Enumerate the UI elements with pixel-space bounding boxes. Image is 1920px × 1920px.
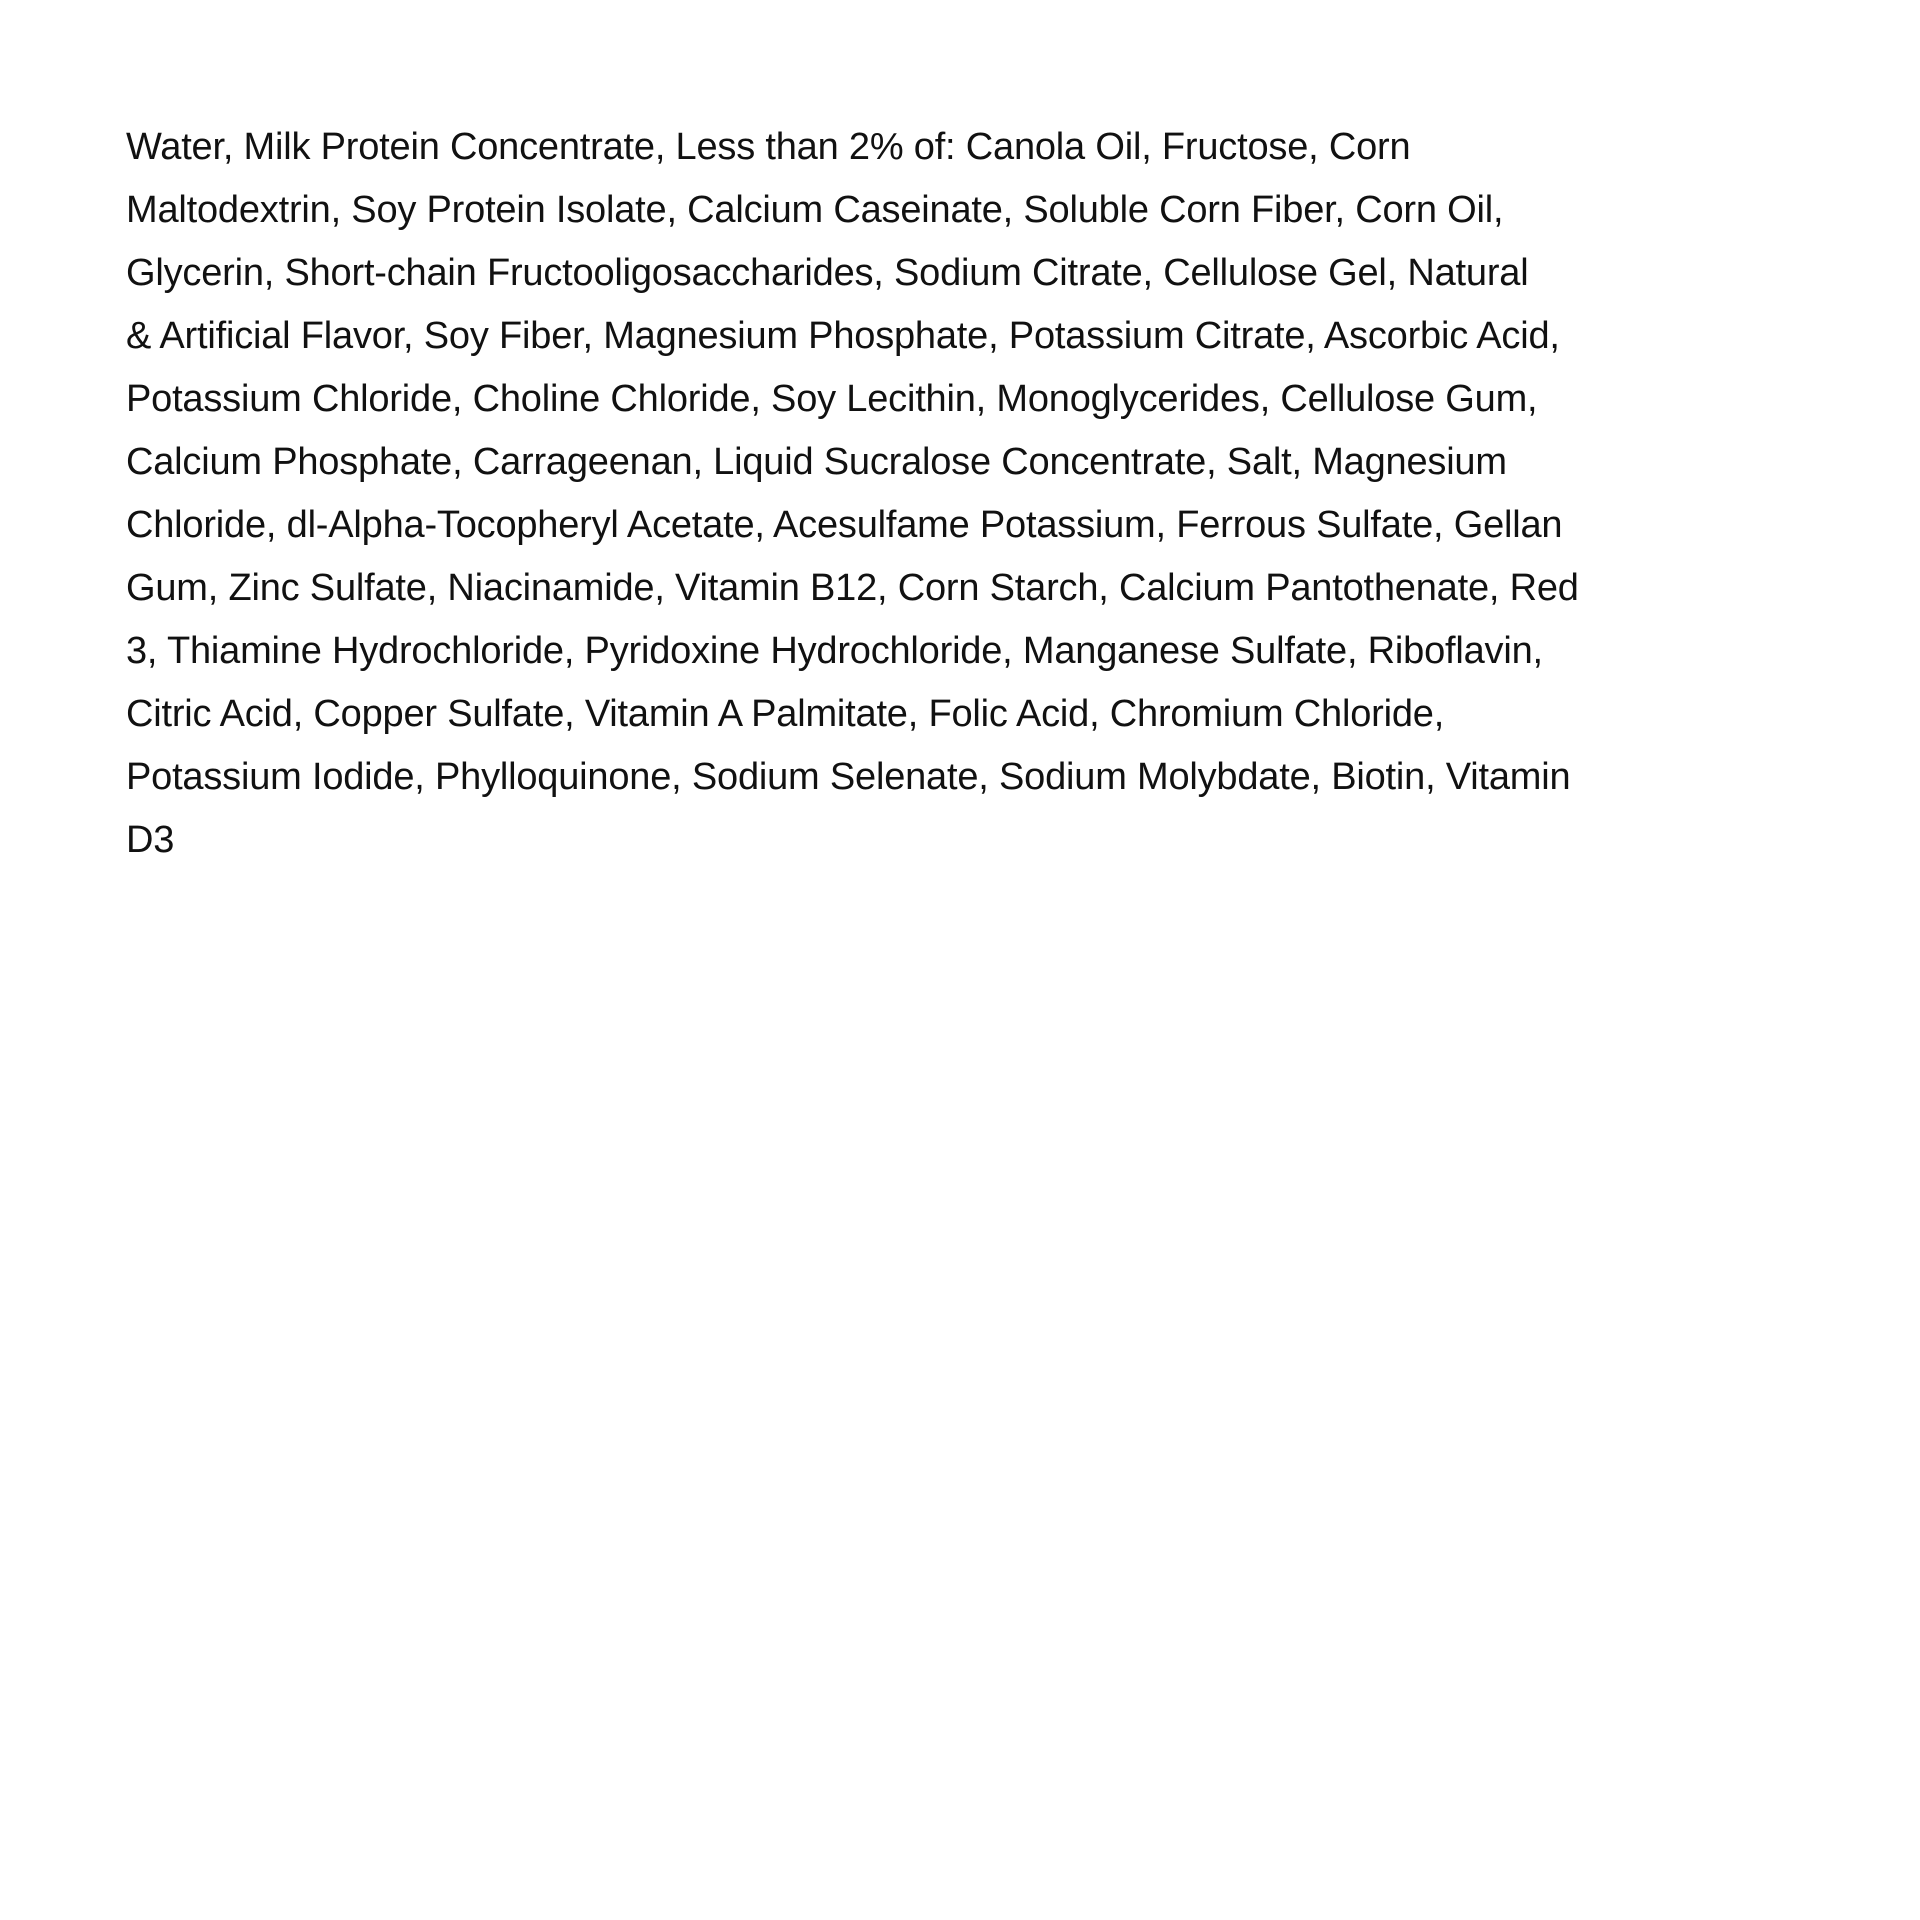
ingredients-line-7: Chloride, dl-Alpha-Tocopheryl Acetate, Acesulfame Potassium, Ferrous Sulfate, Gellan xyxy=(126,504,1563,546)
ingredients-line-5: Potassium Chloride, Choline Chloride, Soy Lecithin, Monoglycerides, Cellulose Gum, xyxy=(126,378,1538,420)
ingredients-line-6: Calcium Phosphate, Carrageenan, Liquid Sucralose Concentrate, Salt, Magnesium xyxy=(126,441,1507,483)
ingredients-line-10: Citric Acid, Copper Sulfate, Vitamin A Palmitate, Folic Acid, Chromium Chloride, xyxy=(126,693,1445,735)
ingredients-line-11: Potassium Iodide, Phylloquinone, Sodium Selenate, Sodium Molybdate, Biotin, Vitamin xyxy=(126,756,1571,798)
ingredients-line-2: Maltodextrin, Soy Protein Isolate, Calcium Caseinate, Soluble Corn Fiber, Corn Oil, xyxy=(126,189,1504,231)
ingredients-line-3: Glycerin, Short-chain Fructooligosaccharides, Sodium Citrate, Cellulose Gel, Natural xyxy=(126,252,1529,294)
ingredients-line-12: D3 xyxy=(126,819,175,861)
ingredients-line-4: & Artificial Flavor, Soy Fiber, Magnesium Phosphate, Potassium Citrate, Ascorbic Acid, xyxy=(126,315,1560,357)
ingredients-line-8: Gum, Zinc Sulfate, Niacinamide, Vitamin B12, Corn Starch, Calcium Pantothenate, Red xyxy=(126,567,1579,609)
ingredients-line-9: 3, Thiamine Hydrochloride, Pyridoxine Hydrochloride, Manganese Sulfate, Riboflavin, xyxy=(126,630,1543,672)
ingredients-line-1: Water, Milk Protein Concentrate, Less than 2% of: Canola Oil, Fructose, Corn xyxy=(126,126,1411,168)
ingredients-text xyxy=(126,116,1826,872)
